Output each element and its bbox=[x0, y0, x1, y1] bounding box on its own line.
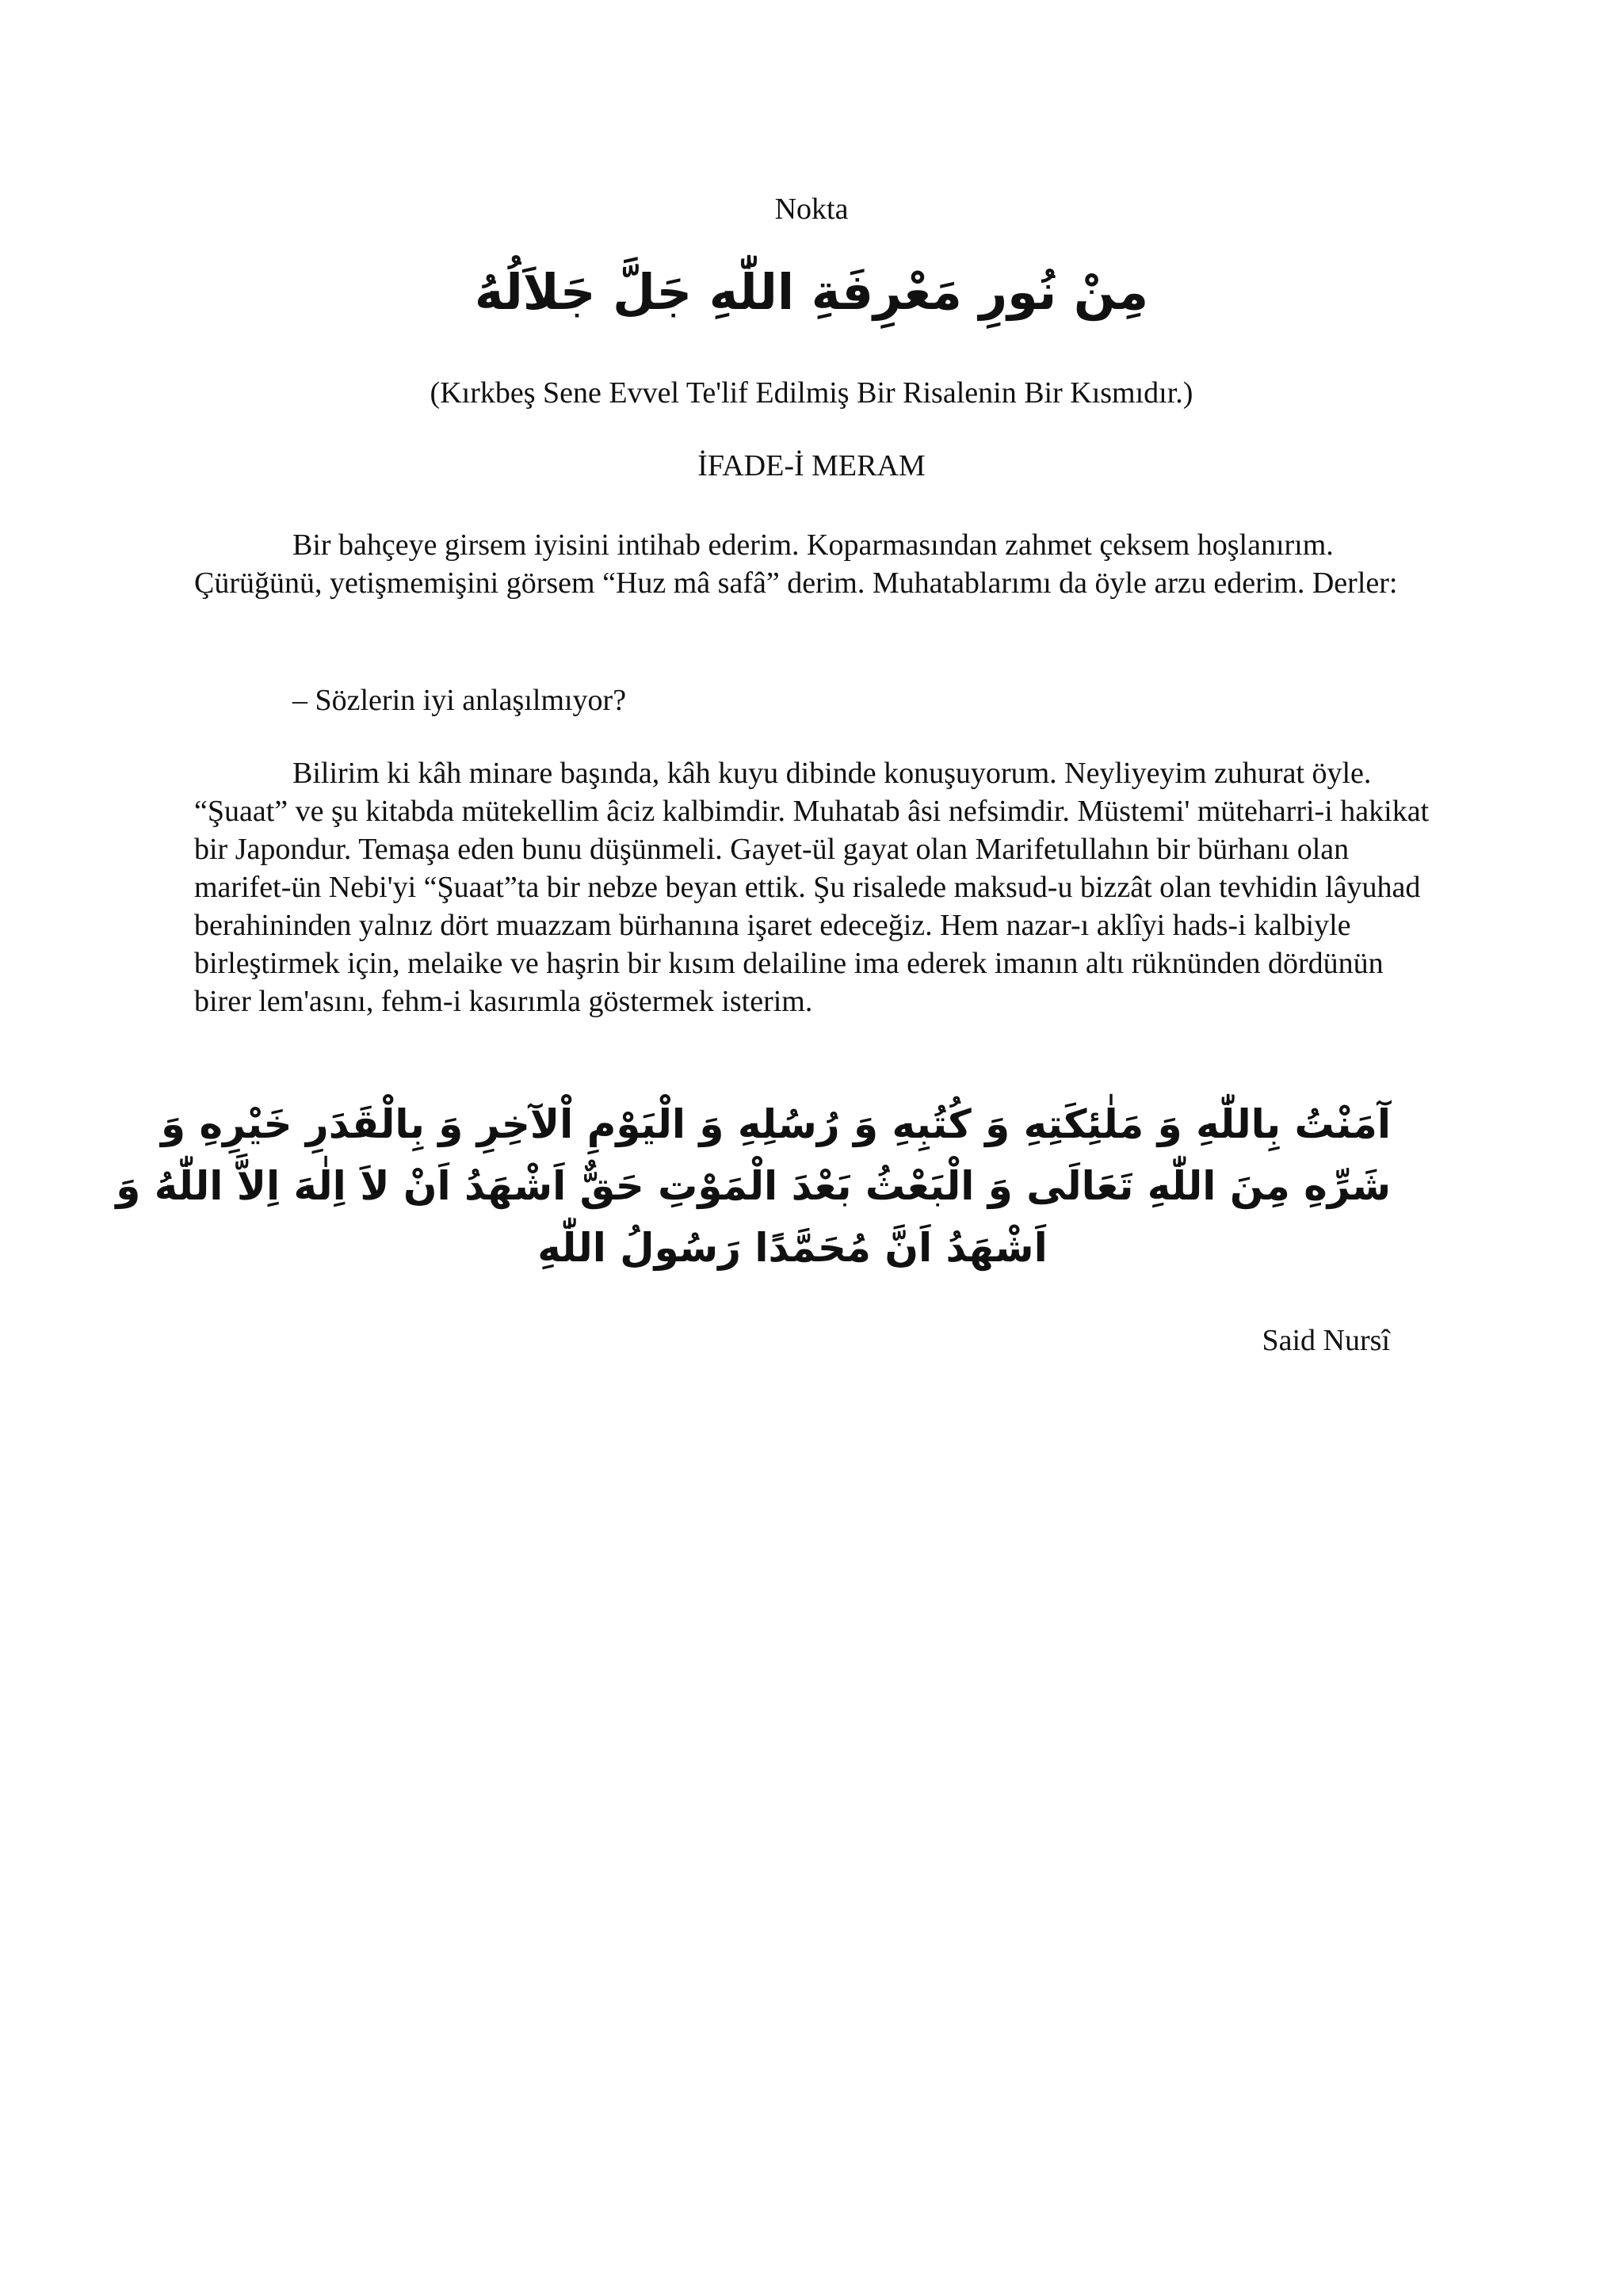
page-subtitle: (Kırkbeş Sene Evvel Te'lif Edilmiş Bir Risalenin Bir Kısmıdır.) bbox=[430, 376, 1193, 410]
arabic-creed-line: آمَنْتُ بِاللّٰهِ وَ مَلٰئِكَتِهِ وَ كُتُبِهِ وَ رُسُلِهِ وَ الْيَوْمِ اْلآخِرِ وَ بِالْقَدَرِ خَيْرِهِ وَ bbox=[160, 1101, 1391, 1147]
paragraph-body bbox=[194, 754, 1434, 1020]
arabic-creed-line: شَرِّهِ مِنَ اللّٰهِ تَعَالَى وَ الْبَعْثُ بَعْدَ الْمَوْتِ حَقٌّ اَشْهَدُ اَنْ لاَ اِلٰهَ اِلاَّ اللّٰهُ وَ bbox=[116, 1163, 1391, 1209]
dialog-line: – Sözlerin iyi anlaşılmıyor? bbox=[292, 684, 627, 717]
paragraph-body-text: Bilirim ki kâh minare başında, kâh kuyu dibinde konuşuyorum. Neyliyeyim zuhurat öyle. “Şuaat” ve şu kitabda mütekellim âciz kalbimdir. Muhatab âsi nefsimdir. Müstemi' müteharri-i hakikat bir Japondur. Temaşa eden bunu düşünmeli. Gayet-ül gayat olan Marifetullahın bir bürhanı olan marifet-ün Nebi'yi “Şuaat”ta bir nebze beyan ettik. Şu risalede maksud-u bizzât olan tevhidin lâyuhad berahininden yalnız dört muazzam bürhanına işaret edeceğiz. Hem nazar-ı aklîyi hads-i kalbiyle birleştirmek için, melaike ve haşrin bir kısım delailine ima ederek imanın altı rüknünden dördünün birer lem'asını, fehm-i kasırımla göstermek isterim. bbox=[194, 757, 1430, 1018]
paragraph-intro-text: Bir bahçeye girsem iyisini intihab ederim. Koparmasından zahmet çeksem hoşlanırım. Çürüğünü, yetişmemişini görsem “Huz mâ safâ” derim. Muhatablarımı da öyle arzu ederim. Derler: bbox=[194, 528, 1398, 600]
arabic-creed-block bbox=[116, 1093, 1391, 1279]
author-signature: Said Nursî bbox=[1262, 1324, 1390, 1357]
arabic-heading: مِنْ نُورِ مَعْرِفَةِ اللّٰهِ جَلَّ جَلاَلُهُ bbox=[474, 263, 1149, 321]
section-title: İFADE-İ MERAM bbox=[697, 449, 926, 482]
page-title: Nokta bbox=[774, 193, 849, 226]
paragraph-intro bbox=[194, 526, 1434, 602]
arabic-creed-line: اَشْهَدُ اَنَّ مُحَمَّدًا رَسُولُ اللّٰهِ bbox=[537, 1225, 1048, 1271]
